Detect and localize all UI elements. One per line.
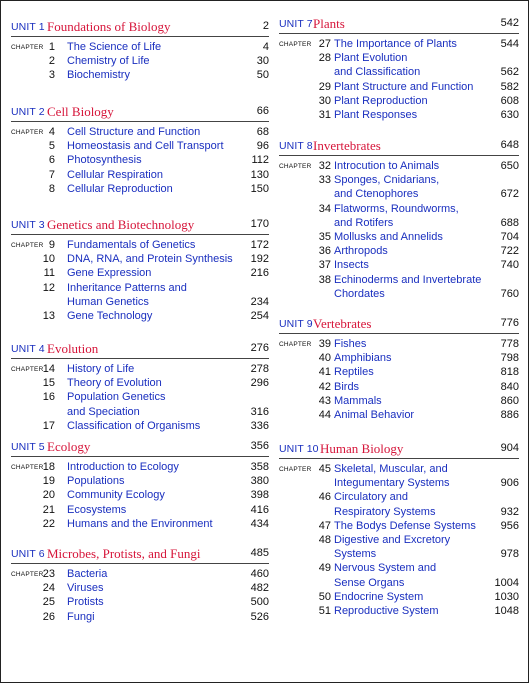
chapter-number: 39 xyxy=(318,338,331,350)
chapter-title-link[interactable]: Arthropods xyxy=(334,245,388,258)
chapter-title-link[interactable]: Community Ecology xyxy=(67,489,165,502)
chapter-entry[interactable] xyxy=(11,309,269,323)
chapter-number: 17 xyxy=(42,419,55,432)
chapter-number: 38 xyxy=(318,273,331,286)
unit-page-number: 776 xyxy=(500,317,519,329)
chapter-page-number: 886 xyxy=(500,409,519,421)
chapter-title-link[interactable]: and Rotifers xyxy=(334,216,394,229)
chapter-page-number: 336 xyxy=(250,419,269,432)
chapter-entry[interactable] xyxy=(279,590,519,604)
chapter-entry[interactable] xyxy=(11,238,269,252)
divider-rule xyxy=(11,121,269,122)
chapter-title-link[interactable]: The Importance of Plants xyxy=(334,38,457,50)
chapter-page-number: 956 xyxy=(500,519,519,532)
unit-section xyxy=(11,19,269,82)
chapter-entry[interactable] xyxy=(11,40,269,54)
chapter-title-link[interactable]: and Classification xyxy=(334,66,421,79)
chapter-title-link[interactable]: Plant Evolution xyxy=(334,52,408,65)
chapter-title-link[interactable]: Endocrine System xyxy=(334,590,424,603)
chapter-entry[interactable] xyxy=(279,462,519,490)
chapter-entry[interactable] xyxy=(11,595,269,609)
chapter-number: 6 xyxy=(48,154,55,167)
unit-heading xyxy=(11,546,269,564)
chapter-page-number: 316 xyxy=(250,405,269,418)
unit-heading xyxy=(11,341,269,359)
divider-rule xyxy=(279,33,519,34)
unit-title-link[interactable]: Human Biology xyxy=(320,441,404,456)
chapter-number: 42 xyxy=(318,380,331,393)
chapter-number: 12 xyxy=(42,281,55,294)
chapter-page-number: 1048 xyxy=(494,605,519,617)
unit-title-link[interactable]: Vertebrates xyxy=(313,316,372,331)
chapter-title-link[interactable]: Chordates xyxy=(334,287,385,300)
chapter-page-number: 416 xyxy=(250,503,269,516)
unit-page-number: 542 xyxy=(500,17,519,29)
chapter-page-number: 722 xyxy=(500,245,519,258)
chapter-number: 32 xyxy=(318,160,331,172)
chapter-word-label: CHAPTER xyxy=(11,129,44,136)
chapter-entry[interactable] xyxy=(11,460,269,474)
chapter-number: 41 xyxy=(318,366,331,379)
chapter-entry[interactable] xyxy=(279,37,519,51)
chapter-entry[interactable] xyxy=(11,252,269,266)
chapter-title-link[interactable]: Plant Responses xyxy=(334,109,418,121)
chapter-number: 21 xyxy=(42,503,55,516)
chapter-word-label: CHAPTER xyxy=(11,571,44,578)
chapter-entry[interactable] xyxy=(11,503,269,517)
unit-section xyxy=(11,217,269,322)
unit-page-number: 2 xyxy=(262,20,269,32)
chapter-number: 14 xyxy=(42,363,55,375)
unit-title-link[interactable]: Ecology xyxy=(47,439,91,454)
unit-label: UNIT 1 xyxy=(11,21,45,33)
chapter-entry[interactable] xyxy=(279,173,519,201)
chapter-title-link[interactable]: Cellular Respiration xyxy=(67,168,163,181)
chapter-entry[interactable] xyxy=(11,168,269,182)
unit-label: UNIT 2 xyxy=(11,106,45,118)
chapter-number: 8 xyxy=(48,182,55,195)
chapter-entry[interactable] xyxy=(11,488,269,502)
unit-title-link[interactable]: Invertebrates xyxy=(313,138,381,153)
chapter-title-link[interactable]: Introcution to Animals xyxy=(334,160,440,172)
chapter-number: 24 xyxy=(42,582,55,595)
chapter-title-link[interactable]: Skeletal, Muscular, and xyxy=(334,463,448,475)
chapter-title-link[interactable]: Plant Reproduction xyxy=(334,94,428,107)
chapter-entry[interactable] xyxy=(11,281,269,308)
unit-title-link[interactable]: Cell Biology xyxy=(47,104,114,119)
chapter-title-link[interactable]: Insects xyxy=(334,259,369,272)
chapter-title-link[interactable]: Sense Organs xyxy=(334,576,405,589)
chapter-entry[interactable] xyxy=(11,517,269,531)
chapter-number: 49 xyxy=(318,562,331,575)
unit-label: UNIT 7 xyxy=(279,18,313,30)
chapter-number: 20 xyxy=(42,489,55,502)
chapter-number: 19 xyxy=(42,475,55,488)
chapter-number: 9 xyxy=(48,239,55,251)
chapter-number: 15 xyxy=(42,377,55,390)
chapter-word-label: CHAPTER xyxy=(11,242,44,249)
chapter-title-link[interactable]: Plant Structure and Function xyxy=(334,80,474,93)
chapter-page-number: 130 xyxy=(250,168,269,181)
chapter-title-link[interactable]: Mollusks and Annelids xyxy=(334,231,443,243)
chapter-page-number: 278 xyxy=(250,363,269,375)
chapter-page-number: 68 xyxy=(256,126,269,138)
chapter-page-number: 380 xyxy=(250,475,269,488)
chapter-title-link[interactable]: Cellular Reproduction xyxy=(67,182,173,195)
chapter-number: 36 xyxy=(318,245,331,258)
chapter-entry[interactable] xyxy=(279,519,519,533)
chapter-title-link[interactable]: Introduction to Ecology xyxy=(67,461,179,473)
chapter-page-number: 608 xyxy=(500,94,519,107)
divider-rule xyxy=(11,36,269,37)
chapter-word-label: CHAPTER xyxy=(11,366,44,373)
chapter-entry[interactable] xyxy=(279,394,519,408)
chapter-entry[interactable] xyxy=(279,380,519,394)
chapter-number: 5 xyxy=(48,140,55,153)
chapter-page-number: 234 xyxy=(250,295,269,308)
chapter-entry[interactable] xyxy=(11,567,269,581)
chapter-number: 29 xyxy=(318,80,331,93)
unit-heading xyxy=(11,439,269,457)
chapter-number: 51 xyxy=(318,605,331,617)
chapter-entry[interactable] xyxy=(279,561,519,589)
chapter-number: 18 xyxy=(42,461,55,473)
chapter-word-label: CHAPTER xyxy=(11,44,44,51)
unit-page-number: 904 xyxy=(500,442,519,454)
divider-rule xyxy=(11,358,269,359)
chapter-number: 27 xyxy=(318,38,331,50)
chapter-title-link[interactable]: Fishes xyxy=(334,338,367,350)
chapter-entry[interactable] xyxy=(279,604,519,618)
chapter-number: 45 xyxy=(318,463,331,475)
chapter-page-number: 4 xyxy=(262,41,269,53)
unit-heading xyxy=(11,104,269,122)
chapter-page-number: 704 xyxy=(500,231,519,243)
chapter-entry[interactable] xyxy=(279,490,519,518)
chapter-title-link[interactable]: Amphibians xyxy=(334,352,392,365)
divider-rule xyxy=(279,333,519,334)
chapter-page-number: 818 xyxy=(500,366,519,379)
chapter-entry[interactable] xyxy=(11,139,269,153)
chapter-title-link[interactable]: History of Life xyxy=(67,363,135,375)
unit-label: UNIT 3 xyxy=(11,219,45,231)
chapter-title-link[interactable]: Digestive and Excretory xyxy=(334,534,451,546)
chapter-title-link[interactable]: Flatworms, Roundworms, xyxy=(334,202,459,215)
unit-title-link[interactable]: Genetics and Biotechnology xyxy=(47,217,195,232)
chapter-number: 13 xyxy=(42,310,55,322)
chapter-entry[interactable] xyxy=(279,94,519,108)
chapter-entry[interactable] xyxy=(11,376,269,390)
chapter-title-link[interactable]: Biochemistry xyxy=(67,69,130,82)
chapter-entry[interactable] xyxy=(11,362,269,376)
chapter-page-number: 688 xyxy=(500,216,519,229)
chapter-page-number: 460 xyxy=(250,568,269,580)
chapter-number: 7 xyxy=(48,168,55,181)
unit-page-number: 66 xyxy=(256,105,269,117)
unit-section xyxy=(11,104,269,195)
chapter-number: 30 xyxy=(318,94,331,107)
unit-heading xyxy=(11,217,269,235)
unit-title-link[interactable]: Foundations of Biology xyxy=(47,19,171,34)
chapter-number: 16 xyxy=(42,391,55,404)
chapter-title-link[interactable]: Respiratory Systems xyxy=(334,505,436,518)
chapter-entry[interactable] xyxy=(279,202,519,229)
unit-section xyxy=(279,138,519,300)
unit-page-number: 170 xyxy=(250,218,269,230)
chapter-title-link[interactable]: Viruses xyxy=(67,582,104,595)
chapter-number: 10 xyxy=(42,253,55,266)
chapter-entry[interactable] xyxy=(11,182,269,196)
chapter-entry[interactable] xyxy=(279,51,519,79)
chapter-number: 28 xyxy=(318,52,331,65)
chapter-word-label: CHAPTER xyxy=(279,41,312,48)
chapter-page-number: 562 xyxy=(500,66,519,79)
divider-rule xyxy=(11,456,269,457)
chapter-title-link[interactable]: Theory of Evolution xyxy=(67,377,162,390)
unit-title-link[interactable]: Plants xyxy=(313,16,345,31)
chapter-title-link[interactable]: Inheritance Patterns and xyxy=(67,281,187,294)
chapter-title-link[interactable]: Bacteria xyxy=(67,568,108,580)
chapter-title-link[interactable]: Ecosystems xyxy=(67,503,127,516)
unit-section xyxy=(279,441,519,617)
chapter-number: 44 xyxy=(318,409,331,421)
chapter-entry[interactable] xyxy=(279,244,519,258)
unit-section xyxy=(279,316,519,421)
chapter-page-number: 1004 xyxy=(494,576,519,589)
chapter-word-label: CHAPTER xyxy=(279,341,312,348)
chapter-entry[interactable] xyxy=(279,337,519,351)
chapter-entry[interactable] xyxy=(11,474,269,488)
chapter-title-link[interactable]: Cell Structure and Function xyxy=(67,126,201,138)
chapter-number: 2 xyxy=(48,55,55,68)
chapter-page-number: 740 xyxy=(500,259,519,272)
unit-label: UNIT 10 xyxy=(279,443,319,455)
chapter-page-number: 672 xyxy=(500,188,519,201)
chapter-title-link[interactable]: Nervous System and xyxy=(334,562,437,575)
chapter-entry[interactable] xyxy=(279,273,519,300)
chapter-number: 43 xyxy=(318,394,331,407)
chapter-entry[interactable] xyxy=(11,419,269,433)
chapter-number: 46 xyxy=(318,491,331,504)
chapter-entry[interactable] xyxy=(11,610,269,624)
chapter-number: 37 xyxy=(318,259,331,272)
chapter-page-number: 650 xyxy=(500,160,519,172)
chapter-page-number: 192 xyxy=(250,253,269,266)
chapter-entry[interactable] xyxy=(11,153,269,167)
chapter-entry[interactable] xyxy=(11,125,269,139)
chapter-page-number: 932 xyxy=(500,505,519,518)
chapter-page-number: 296 xyxy=(250,377,269,390)
unit-section xyxy=(11,439,269,530)
chapter-entry[interactable] xyxy=(279,80,519,94)
chapter-title-link[interactable]: Mammals xyxy=(334,394,382,407)
chapter-title-link[interactable]: Reproductive System xyxy=(334,605,439,617)
chapter-page-number: 112 xyxy=(251,154,269,167)
chapter-number: 23 xyxy=(42,568,55,580)
unit-heading xyxy=(11,19,269,37)
chapter-word-label: CHAPTER xyxy=(279,466,312,473)
chapter-title-link[interactable]: Protists xyxy=(67,596,104,609)
chapter-page-number: 760 xyxy=(500,287,519,300)
unit-section xyxy=(11,546,269,623)
chapter-page-number: 798 xyxy=(500,352,519,365)
chapter-entry[interactable] xyxy=(11,581,269,595)
unit-title-link[interactable]: Evolution xyxy=(47,341,99,356)
chapter-title-link[interactable]: DNA, RNA, and Protein Synthesis xyxy=(67,253,233,266)
chapter-entry[interactable] xyxy=(11,266,269,280)
chapter-page-number: 860 xyxy=(500,394,519,407)
chapter-entry[interactable] xyxy=(279,258,519,272)
unit-heading xyxy=(279,316,519,334)
chapter-page-number: 778 xyxy=(500,338,519,350)
unit-label: UNIT 9 xyxy=(279,318,313,330)
unit-page-number: 356 xyxy=(250,440,269,452)
chapter-page-number: 500 xyxy=(250,596,269,609)
chapter-page-number: 50 xyxy=(256,69,269,82)
unit-page-number: 276 xyxy=(250,342,269,354)
chapter-title-link[interactable]: Chemistry of Life xyxy=(67,55,150,68)
chapter-page-number: 630 xyxy=(500,109,519,121)
chapter-title-link[interactable]: Birds xyxy=(334,380,360,393)
chapter-entry[interactable] xyxy=(279,159,519,173)
chapter-title-link[interactable]: Human Genetics xyxy=(67,295,149,308)
chapter-number: 50 xyxy=(318,590,331,603)
chapter-title-link[interactable]: Gene Technology xyxy=(67,310,153,322)
chapter-title-link[interactable]: Circulatory and xyxy=(334,491,408,504)
divider-rule xyxy=(11,234,269,235)
chapter-title-link[interactable]: Humans and the Environment xyxy=(67,517,213,530)
chapter-title-link[interactable]: The Bodys Defense Systems xyxy=(334,519,476,532)
chapter-title-link[interactable]: Fungi xyxy=(67,610,95,623)
unit-heading xyxy=(279,138,519,156)
chapter-page-number: 978 xyxy=(500,548,519,561)
chapter-page-number: 906 xyxy=(500,477,519,490)
chapter-title-link[interactable]: Photosynthesis xyxy=(67,154,142,167)
chapter-number: 26 xyxy=(42,610,55,623)
chapter-entry[interactable] xyxy=(279,533,519,561)
chapter-page-number: 30 xyxy=(256,55,269,68)
chapter-title-link[interactable]: Systems xyxy=(334,548,377,561)
chapter-entry[interactable] xyxy=(279,365,519,379)
chapter-page-number: 582 xyxy=(500,80,519,93)
unit-section xyxy=(279,16,519,121)
chapter-title-link[interactable]: and Ctenophores xyxy=(334,188,419,201)
chapter-number: 25 xyxy=(42,596,55,609)
chapter-title-link[interactable]: Populations xyxy=(67,475,125,488)
chapter-word-label: CHAPTER xyxy=(11,464,44,471)
unit-label: UNIT 6 xyxy=(11,548,45,560)
chapter-number: 4 xyxy=(48,126,55,138)
unit-page-number: 485 xyxy=(250,547,269,559)
chapter-number: 33 xyxy=(318,174,331,187)
chapter-title-link[interactable]: and Speciation xyxy=(67,405,140,418)
chapter-title-link[interactable]: Reptiles xyxy=(334,366,374,379)
unit-heading xyxy=(279,16,519,34)
chapter-page-number: 544 xyxy=(500,38,519,50)
chapter-title-link[interactable]: Homeostasis and Cell Transport xyxy=(67,140,224,153)
divider-rule xyxy=(279,155,519,156)
chapter-entry[interactable] xyxy=(11,390,269,418)
chapter-page-number: 398 xyxy=(250,489,269,502)
chapter-page-number: 1030 xyxy=(494,590,519,603)
unit-label: UNIT 4 xyxy=(11,343,45,355)
chapter-number: 34 xyxy=(318,202,331,215)
unit-page-number: 648 xyxy=(500,139,519,151)
chapter-page-number: 96 xyxy=(256,140,269,153)
divider-rule xyxy=(11,563,269,564)
chapter-entry[interactable] xyxy=(279,230,519,244)
chapter-number: 1 xyxy=(48,41,55,53)
chapter-number: 3 xyxy=(48,69,55,82)
chapter-page-number: 254 xyxy=(250,310,269,322)
chapter-page-number: 482 xyxy=(250,582,269,595)
chapter-page-number: 150 xyxy=(250,182,269,195)
chapter-entry[interactable] xyxy=(279,108,519,122)
unit-label: UNIT 5 xyxy=(11,441,45,453)
chapter-title-link[interactable]: Classification of Organisms xyxy=(67,419,201,432)
chapter-title-link[interactable]: The Science of Life xyxy=(67,41,162,53)
unit-title-link[interactable]: Microbes, Protists, and Fungi xyxy=(47,546,201,561)
chapter-entry[interactable] xyxy=(279,351,519,365)
chapter-page-number: 526 xyxy=(250,610,269,623)
chapter-number: 22 xyxy=(42,517,55,530)
chapter-entry[interactable] xyxy=(279,408,519,422)
chapter-title-link[interactable]: Gene Expression xyxy=(67,267,152,280)
chapter-title-link[interactable]: Integumentary Systems xyxy=(334,477,450,490)
chapter-page-number: 216 xyxy=(250,267,269,280)
chapter-title-link[interactable]: Animal Behavior xyxy=(334,409,415,421)
unit-section xyxy=(11,341,269,432)
chapter-page-number: 358 xyxy=(250,461,269,473)
chapter-number: 48 xyxy=(318,534,331,546)
chapter-title-link[interactable]: Echinoderms and Invertebrate xyxy=(334,273,482,286)
chapter-word-label: CHAPTER xyxy=(279,163,312,170)
chapter-number: 31 xyxy=(318,109,331,121)
chapter-page-number: 434 xyxy=(250,517,269,530)
unit-heading xyxy=(279,441,519,459)
chapter-number: 47 xyxy=(318,519,331,532)
chapter-page-number: 172 xyxy=(250,239,269,251)
chapter-number: 11 xyxy=(43,267,55,280)
chapter-page-number: 840 xyxy=(500,380,519,393)
chapter-number: 35 xyxy=(318,231,331,243)
chapter-number: 40 xyxy=(318,352,331,365)
chapter-title-link[interactable]: Sponges, Cnidarians, xyxy=(334,174,440,187)
unit-label: UNIT 8 xyxy=(279,140,313,152)
chapter-title-link[interactable]: Fundamentals of Genetics xyxy=(67,239,196,251)
chapter-title-link[interactable]: Population Genetics xyxy=(67,391,166,404)
chapter-entry[interactable] xyxy=(11,54,269,68)
chapter-entry[interactable] xyxy=(11,68,269,82)
divider-rule xyxy=(279,458,519,459)
